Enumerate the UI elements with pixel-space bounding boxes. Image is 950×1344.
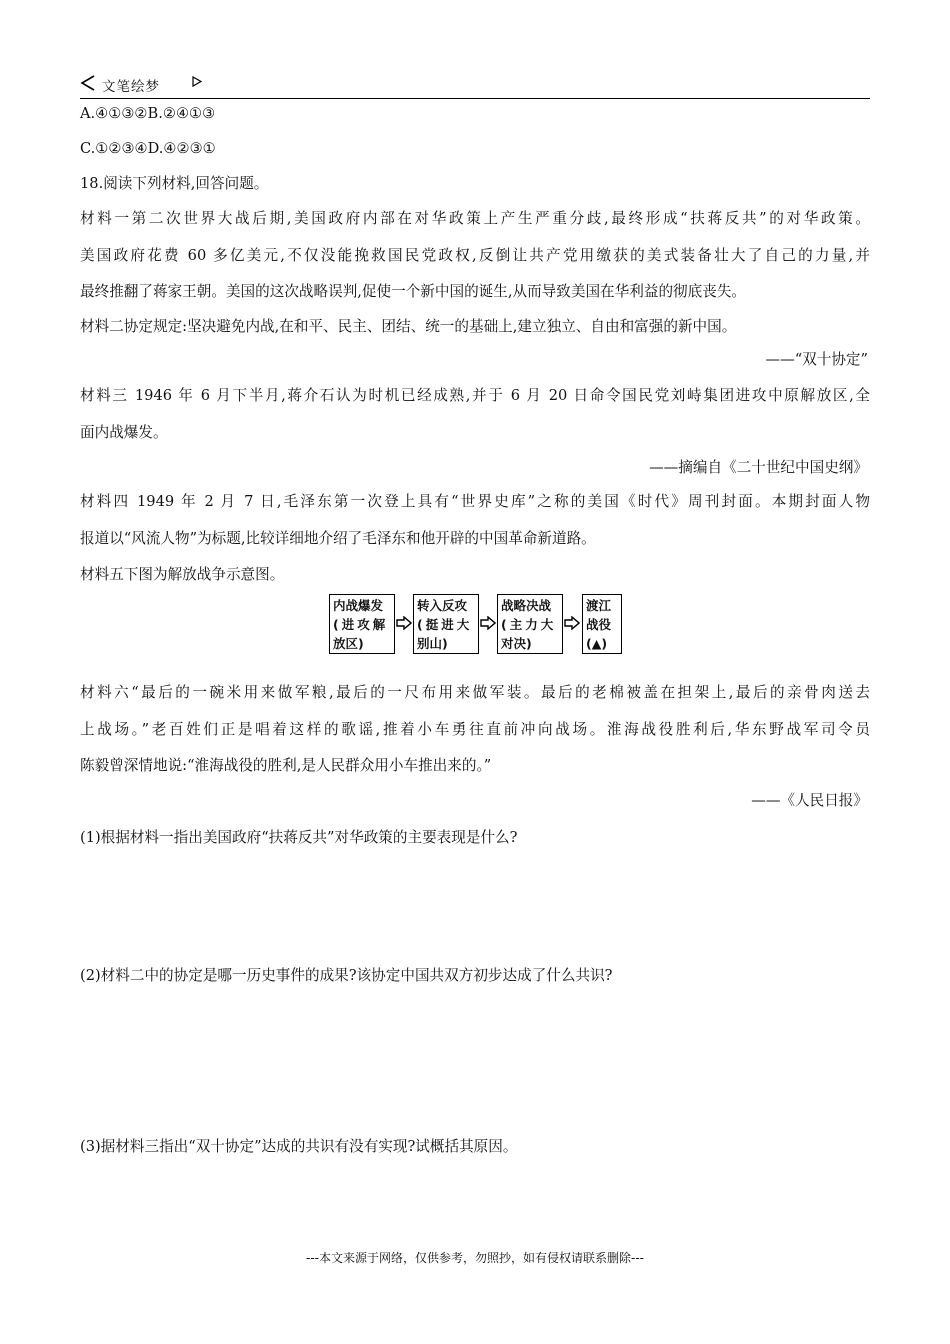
flow-box-4-line-1: 渡江 [586, 598, 612, 613]
flow-box-3-line-2: (主力大 [501, 617, 557, 632]
flow-box-2-line-1: 转入反攻 [417, 598, 468, 613]
material-1-line-1: 材料一第二次世界大战后期,美国政府内部在对华政策上产生严重分歧,最终形成“扶蒋反共”的对华政策。 [80, 210, 870, 227]
flow-box-4-line-3: (▲) [586, 636, 608, 651]
sub-question-2: (2)材料二中的协定是哪一历史事件的成果?该协定中国共双方初步达成了什么共识? [80, 967, 613, 984]
arrow-right-icon [564, 616, 580, 630]
material-6-line-1: 材料六“最后的一碗米用来做军粮,最后的一尺布用来做军装。最后的老棉被盖在担架上,最后的亲骨肉送去 [80, 684, 870, 701]
material-2: 材料二协定规定:坚决避免内战,在和平、民主、团结、统一的基础上,建立独立、自由和富强的新中国。 [80, 318, 737, 335]
arrow-right-icon [480, 616, 496, 630]
flow-box-2-line-2: (挺进大 [417, 617, 473, 632]
material-6-line-3: 陈毅曾深情地说:“淮海战役的胜利,是人民群众用小车推出来的。” [80, 757, 492, 774]
liberation-war-flow-diagram [329, 594, 623, 658]
options-line-1: A.④①③②B.②④①③ [80, 105, 216, 122]
material-4-line-1: 材料四 1949 年 2 月 7 日,毛泽东第一次登上具有“世界史库”之称的美国《时代》周刊封面。本期封面人物 [80, 493, 870, 510]
flow-box-2-line-3: 别山) [417, 636, 448, 651]
page-footer: ---本文来源于网络，仅供参考，勿照抄，如有侵权请联系删除--- [306, 1251, 644, 1265]
flow-box-3-line-3: 对决) [501, 636, 532, 651]
material-5: 材料五下图为解放战争示意图。 [80, 566, 285, 583]
flow-box-1-line-2: (进攻解 [333, 617, 389, 632]
triangle-right-icon [192, 76, 202, 87]
material-3-line-2: 面内战爆发。 [80, 424, 168, 441]
sub-question-3: (3)据材料三指出“双十协定”达成的共识有没有实现?试概括其原因。 [80, 1138, 518, 1155]
material-4-line-2: 报道以“风流人物”为标题,比较详细地介绍了毛泽东和他开辟的中国革命新道路。 [80, 530, 596, 547]
material-6-line-2: 上战场。”老百姓们正是唱着这样的歌谣,推着小车勇往直前冲向战场。淮海战役胜利后,华东野战军司令员 [80, 721, 870, 738]
material-2-source: ——“双十协定” [765, 351, 868, 368]
flow-box-counteroffensive [413, 594, 479, 654]
sub-question-1: (1)根据材料一指出美国政府“扶蒋反共”对华政策的主要表现是什么? [80, 829, 518, 846]
triangle-left-icon [80, 75, 96, 91]
arrow-right-icon [396, 616, 412, 630]
material-1-line-2: 美国政府花费 60 多亿美元,不仅没能挽救国民党政权,反倒让共产党用缴获的美式装备壮大了自己的力量,并 [80, 247, 870, 264]
material-1-line-3: 最终推翻了蒋家王朝。美国的这次战略误判,促使一个新中国的诞生,从而导致美国在华利益的彻底丧失。 [80, 283, 747, 300]
flow-box-strategic-battle [497, 594, 563, 654]
material-3-source: ——摘编自《二十世纪中国史纲》 [649, 459, 868, 476]
flow-box-1-line-3: 放区) [333, 636, 364, 651]
brand-name: 文笔绘梦 [102, 79, 160, 95]
flow-box-civil-war-outbreak [329, 594, 395, 654]
flow-box-4-line-2: 战役 [586, 617, 612, 632]
page-header [80, 74, 870, 99]
material-3-line-1: 材料三 1946 年 6 月下半月,蒋介石认为时机已经成熟,并于 6 月 20 日命令国民党刘峙集团进攻中原解放区,全 [80, 387, 870, 404]
flow-box-river-crossing [582, 594, 622, 654]
flow-box-1-line-1: 内战爆发 [333, 598, 384, 613]
flow-box-3-line-1: 战略决战 [501, 598, 552, 613]
question-title: 18.阅读下列材料,回答问题。 [80, 175, 269, 192]
options-line-2: C.①②③④D.④②③① [80, 140, 216, 157]
material-6-source: ——《人民日报》 [751, 792, 868, 809]
